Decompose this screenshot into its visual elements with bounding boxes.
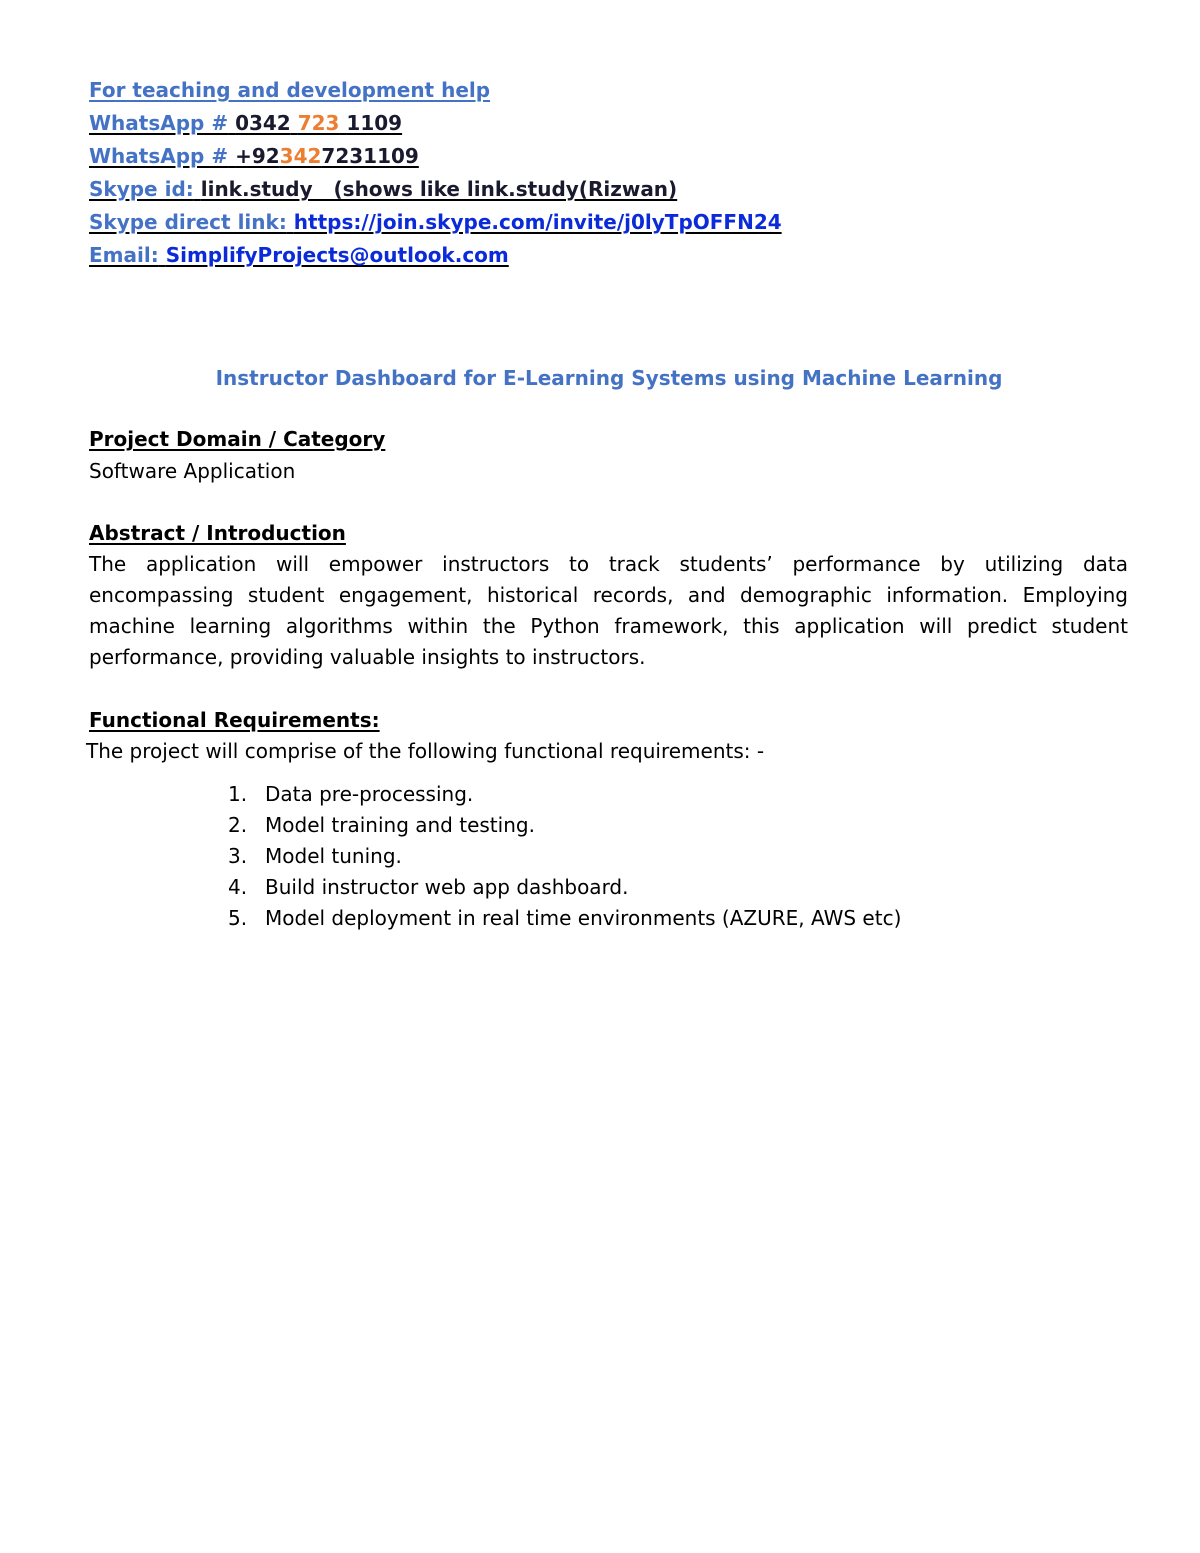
whatsapp-number-part: 723 [297,111,340,135]
contact-block [89,74,1089,272]
skype-id-label: Skype id: [89,177,194,201]
whatsapp-number-part: 342 [279,144,322,168]
document-title: Instructor Dashboard for E-Learning Systems using Machine Learning [215,366,1003,390]
abstract-heading: Abstract / Introduction [89,521,346,545]
whatsapp-number-part: 1109 [346,111,403,135]
list-item-number: 5. [228,906,248,930]
requirements-heading: Functional Requirements: [89,708,380,732]
list-item-number: 1. [228,782,248,806]
list-item [228,872,901,903]
domain-heading: Project Domain / Category [89,427,386,451]
whatsapp-line-1[interactable] [89,107,1089,140]
whatsapp-label: WhatsApp # [89,111,229,135]
list-item-text: Build instructor web app dashboard. [265,875,629,899]
contact-heading: For teaching and development help [89,78,491,102]
domain-value: Software Application [89,459,296,483]
skype-invite-link[interactable]: https://join.skype.com/invite/j0lyTpOFFN24 [293,210,782,234]
skype-link-line [89,206,1089,239]
skype-id-value: link.study (shows like link.study(Rizwan) [200,177,678,201]
list-item-text: Model deployment in real time environments (AZURE, AWS etc) [265,906,902,930]
list-item-number: 2. [228,813,248,837]
requirements-intro: The project will comprise of the following functional requirements: - [86,739,765,763]
requirements-list [228,779,901,934]
list-item-text: Model tuning. [265,844,402,868]
list-item [228,841,901,872]
list-item-text: Data pre-processing. [265,782,474,806]
whatsapp-number-part: 0342 [235,111,291,135]
whatsapp-label: WhatsApp # [89,144,229,168]
whatsapp-number-part: 7231109 [321,144,419,168]
list-item-number: 3. [228,844,248,868]
skype-link-label: Skype direct link: [89,210,287,234]
list-item-number: 4. [228,875,248,899]
email-line [89,239,1089,272]
skype-id-line[interactable] [89,173,1089,206]
whatsapp-line-2[interactable] [89,140,1089,173]
list-item-text: Model training and testing. [265,813,535,837]
list-item [228,903,901,934]
whatsapp-number-part: +92 [235,144,280,168]
email-link[interactable]: SimplifyProjects@outlook.com [165,243,509,267]
list-item [228,810,901,841]
email-label: Email: [89,243,159,267]
abstract-paragraph: The application will empower instructors to track students’ performance by utilizing data encompassing student engagement, historical records, and demographic information. Employing machine learning algorithms within the Python framework, this application will predict student performance, providing valuable insights to instructors. [89,552,1128,669]
list-item [228,779,901,810]
